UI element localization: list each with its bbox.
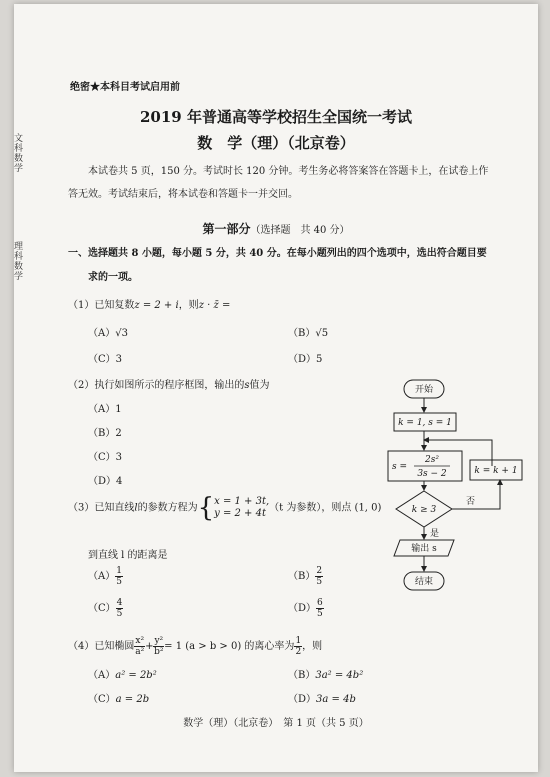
flow-init-label: k = 1, s = 1 [398, 418, 452, 428]
q3-option-c-fraction [116, 598, 124, 619]
q4-frac-x-den: a² [135, 647, 145, 657]
q3-stem-l: l [134, 502, 138, 514]
q4-option-a-label: （A） [88, 670, 116, 681]
q4-frac-e-den: 2 [295, 647, 302, 657]
q4-frac-e [294, 636, 302, 657]
flow-update-label: k = k + 1 [474, 466, 518, 476]
q1-option-b [288, 324, 328, 339]
q4-option-d-value: 3a = 4b [316, 694, 356, 705]
q1-stem-math-2: z · z̄ = [198, 300, 231, 311]
exam-page [14, 4, 538, 772]
q3-option-a-label: （A） [88, 571, 116, 582]
q4-option-d-label: （D） [288, 694, 317, 705]
q2-stem [68, 376, 270, 391]
q4-plus: + [145, 641, 154, 652]
q3-option-b-fraction [315, 566, 323, 587]
q4-frac-e-num: 1 [295, 636, 302, 646]
flow-condition-label: k ≥ 3 [411, 505, 437, 515]
q1-option-d [288, 350, 322, 365]
q4-option-b-label: （B） [288, 670, 316, 681]
q3-brace: { [197, 493, 215, 523]
instructions-line-2: 答无效。考试结束后，将本试卷和答题卡一并交回。 [68, 189, 298, 200]
q3-stem-line-2: 到直线 l 的距离是 [88, 550, 168, 561]
q4-frac-y-num: y² [154, 636, 164, 646]
q3-option-c-num: 4 [116, 598, 123, 608]
q1-option-d-value: 5 [316, 354, 323, 365]
q1-option-b-value: √5 [315, 328, 329, 339]
q3-option-b-num: 2 [316, 566, 323, 576]
side-margin-text-bottom: 理科数学 [14, 242, 24, 282]
q4-frac-y-den: b² [154, 647, 164, 657]
section1-line-2: 求的一项。 [88, 272, 138, 283]
q3-option-c-den: 5 [116, 609, 123, 619]
q3-option-c-label: （C） [88, 603, 116, 614]
q4-option-c [88, 690, 149, 705]
q3-stem [68, 493, 382, 523]
q3-option-a [88, 566, 123, 587]
section1-line-1: 一、选择题共 8 小题，每小题 5 分，共 40 分。在每小题列出的四个选项中，选出符合题目要 [68, 248, 487, 259]
q2-stem-text: （2）执行如图所示的程序框图，输出的 [68, 380, 245, 391]
q1-option-c-label: （C） [88, 354, 116, 365]
flow-end-label: 结束 [414, 577, 434, 587]
q3-option-d-num: 6 [317, 598, 323, 608]
q1-stem-text-2: ，则 [178, 300, 199, 311]
q3-eq-2: y = 2 + 4t [214, 508, 266, 519]
instructions-line-1: 本试卷共 5 页，150 分。考试时长 120 分钟。考生务必将答案答在答题卡上，在试卷上作 [88, 166, 489, 177]
q2-stem-var: s [244, 380, 250, 391]
q4-option-c-label: （C） [88, 694, 116, 705]
q3-option-d-label: （D） [288, 603, 317, 614]
flow-output-label: 输出 s [411, 544, 437, 554]
q1-stem [68, 296, 230, 311]
q4-frac-x [134, 636, 145, 657]
q2-option-d: （D）4 [88, 476, 123, 487]
q1-option-d-label: （D） [288, 354, 317, 365]
q1-option-a-value: √3 [115, 328, 128, 339]
flow-calc-prefix: s = [392, 462, 408, 472]
q1-stem-math: z = 2 + i [134, 300, 179, 311]
q4-stem-text: （4）已知椭圆 [68, 641, 135, 652]
part1-heading [14, 218, 538, 237]
flowchart [374, 376, 524, 601]
q3-option-b [288, 566, 323, 587]
q3-option-b-den: 5 [316, 577, 323, 587]
q4-option-d [288, 690, 356, 705]
q3-option-a-fraction [115, 566, 123, 587]
q3-option-d [288, 598, 324, 619]
q2-option-c: （C）3 [88, 452, 123, 463]
q4-option-c-value: a = 2b [115, 694, 150, 705]
q3-eq-1: x = 1 + 3t, [214, 496, 270, 507]
q4-stem [68, 636, 322, 657]
q3-stem-text-2: 的参数方程为 [137, 502, 198, 514]
side-margin-text-top: 文科数学 [14, 134, 24, 174]
q1-option-a-label: （A） [88, 328, 116, 339]
q1-option-c [88, 350, 122, 365]
secret-mark: 绝密★本科目考试启用前 [70, 82, 180, 93]
flow-start-label: 开始 [414, 385, 434, 395]
q1-option-b-label: （B） [288, 328, 316, 339]
q4-frac-x-num: x² [135, 636, 145, 646]
exam-subtitle: 数 学（理）（北京卷） [197, 134, 355, 152]
q4-option-b-value: 3a² = 4b² [315, 670, 364, 681]
q4-option-b [288, 666, 363, 681]
part1-note: （选择题 共 40 分） [250, 225, 350, 236]
q3-option-a-num: 1 [116, 566, 122, 576]
q3-option-d-den: 5 [317, 609, 323, 619]
q2-option-b: （B）2 [88, 428, 122, 439]
flow-calc-den: 3s − 2 [417, 469, 447, 479]
q3-option-d-fraction [316, 598, 324, 619]
flow-calc-num: 2s² [425, 455, 439, 465]
q2-stem-end: 值为 [249, 380, 270, 391]
q3-stem-text-3: （t 为参数），则点 (1, 0) [269, 502, 382, 514]
q3-stem-text: （3）已知直线 [68, 502, 135, 514]
exam-title: 2019 年普通高等学校招生全国统一考试 [140, 108, 412, 126]
flow-yes-label: 是 [430, 529, 440, 539]
part1-title: 第一部分 [202, 222, 251, 236]
flow-no-label: 否 [466, 497, 476, 507]
q1-option-a [88, 324, 128, 339]
page-footer: 数学（理）（北京卷） 第 1 页（共 5 页） [183, 718, 369, 729]
q3-option-b-label: （B） [288, 571, 316, 582]
q2-option-a: （A）1 [88, 404, 122, 415]
q4-option-a-value: a² = 2b² [115, 670, 157, 681]
q3-option-c [88, 598, 123, 619]
q3-option-a-den: 5 [116, 577, 122, 587]
q4-frac-y [153, 636, 164, 657]
q1-stem-text: （1）已知复数 [68, 300, 135, 311]
q4-option-a [88, 666, 157, 681]
q4-stem-text-3: ，则 [302, 641, 323, 652]
q4-stem-text-2: = 1 (a > b > 0) 的离心率为 [164, 641, 295, 652]
q3-equation-system [214, 496, 269, 520]
q1-option-c-value: 3 [115, 354, 123, 365]
